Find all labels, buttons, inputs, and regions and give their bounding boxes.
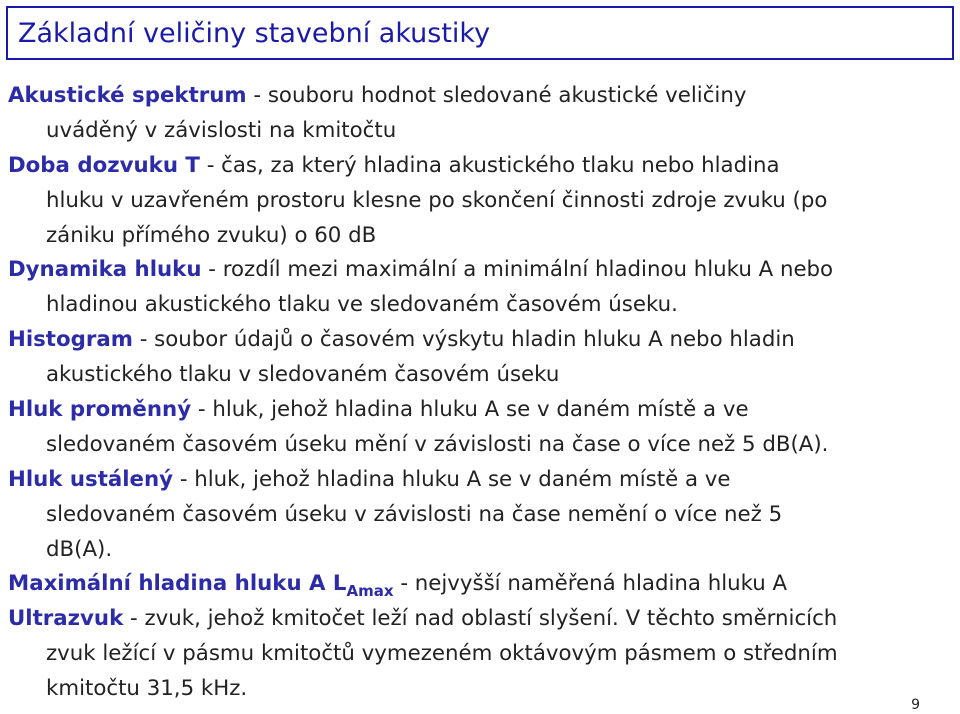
definition-text: dB(A). bbox=[46, 536, 113, 562]
definition-term: Doba dozvuku T bbox=[8, 152, 200, 178]
definition-term: Maximální hladina hluku A $L_{Amax}$ bbox=[8, 571, 394, 601]
definition-item bbox=[8, 463, 958, 568]
definition-item bbox=[8, 149, 958, 254]
definition-term: Hluk proměnný bbox=[8, 397, 192, 423]
definition-text: - zvuk, jehož kmitočet leží nad oblastí slyšení. V těchto směrnicích bbox=[123, 606, 838, 632]
definition-item bbox=[8, 253, 958, 323]
definition-text: akustického tlaku v sledovaném časovém úseku bbox=[46, 362, 560, 388]
definition-item bbox=[8, 323, 958, 393]
definition-text: sledovaném časovém úseku v závislosti na čase nemění o více než 5 bbox=[46, 501, 783, 527]
definition-text: uváděný v závislosti na kmitočtu bbox=[46, 117, 397, 143]
definition-term: Histogram bbox=[8, 327, 133, 353]
definition-text: - soubor údajů o časovém výskytu hladin hluku A nebo hladin bbox=[132, 327, 795, 353]
definition-text: - čas, za který hladina akustického tlaku nebo hladina bbox=[199, 152, 780, 178]
definition-term: Hluk ustálený bbox=[8, 466, 174, 492]
definition-item bbox=[8, 393, 958, 463]
definition-text: zvuk ležící v pásmu kmitočtů vymezeném oktávovým pásmem o středním bbox=[46, 641, 838, 667]
definition-term: Ultrazvuk bbox=[8, 606, 124, 632]
definition-text: - hluk, jehož hladina hluku A se v daném místě a ve bbox=[191, 397, 749, 423]
definition-text: zániku přímého zvuku) o 60 dB bbox=[46, 222, 377, 248]
definition-item bbox=[8, 602, 958, 707]
definition-item bbox=[8, 79, 958, 149]
definition-text: kmitočtu 31,5 kHz. bbox=[46, 676, 248, 702]
definition-term-subscript: Amax bbox=[346, 582, 394, 601]
definition-text: - hluk, jehož hladina hluku A se v daném místě a ve bbox=[173, 466, 731, 492]
definition-text: - rozdíl mezi maximální a minimální hladinou hluku A nebo bbox=[201, 257, 834, 283]
definition-term: Dynamika hluku bbox=[8, 257, 202, 283]
definition-text: sledovaném časovém úseku mění v závislosti na čase o více než 5 dB(A). bbox=[46, 431, 829, 457]
definition-text: hluku v uzavřeném prostoru klesne po skončení činnosti zdroje zvuku (po bbox=[46, 187, 828, 213]
page-title: Základní veličiny stavební akustiky bbox=[18, 18, 491, 49]
definition-term: Akustické spektrum bbox=[8, 83, 247, 108]
definition-list bbox=[8, 79, 958, 707]
definition-text: - nejvyšší naměřená hladina hluku A bbox=[393, 571, 788, 597]
definition-item bbox=[8, 567, 958, 602]
definition-text: - souboru hodnot sledované akustické veličiny bbox=[246, 83, 747, 108]
title-box bbox=[6, 6, 954, 60]
definition-text: hladinou akustického tlaku ve sledovaném časovém úseku. bbox=[46, 292, 678, 318]
page-number: 9 bbox=[911, 697, 920, 713]
